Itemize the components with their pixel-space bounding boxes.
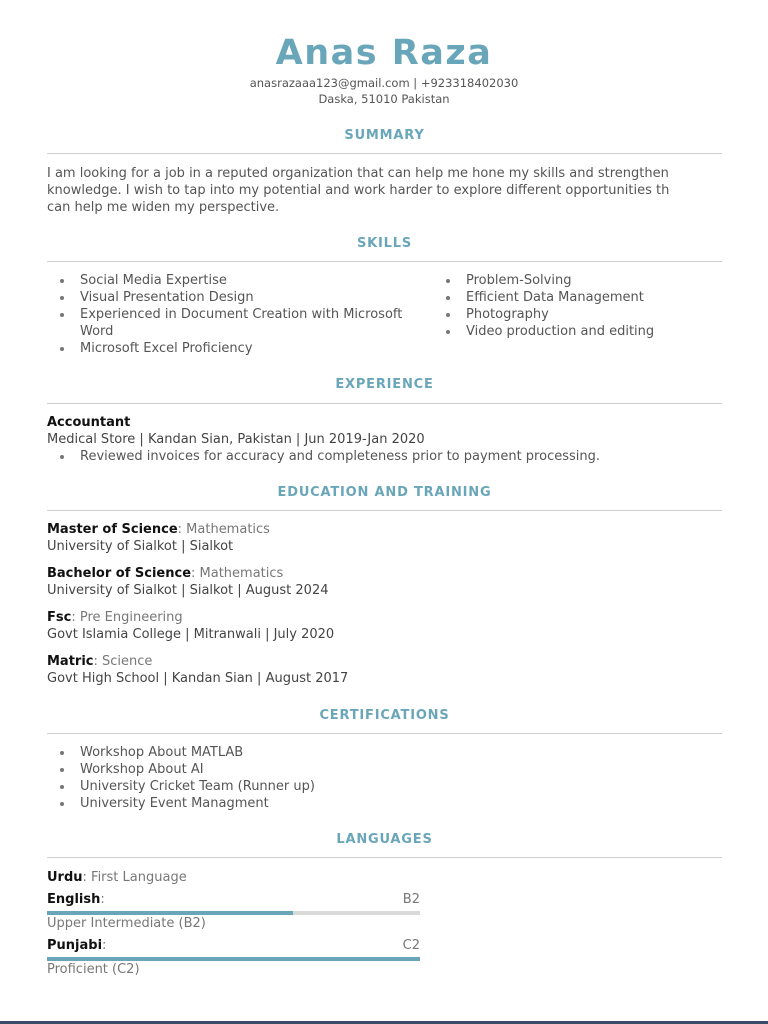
language-description: Proficient (C2) xyxy=(47,962,140,977)
skill-item: Microsoft Excel Proficiency xyxy=(47,340,407,357)
summary-text xyxy=(47,165,768,216)
certification-item: University Cricket Team (Runner up) xyxy=(47,778,547,795)
degree-name: Matric xyxy=(47,654,94,669)
education-heading xyxy=(47,653,152,670)
language-colon: : xyxy=(102,938,107,953)
skill-item: Photography xyxy=(433,306,733,323)
languages-divider xyxy=(47,857,722,858)
job-bullets xyxy=(47,448,747,465)
skills-list-right xyxy=(433,272,733,340)
skills-title: SKILLS xyxy=(356,236,412,251)
language-name: Urdu xyxy=(47,870,83,885)
skill-item: Social Media Expertise xyxy=(47,272,407,289)
summary-line: I am looking for a job in a reputed organization that can help me hone my skills and strengthen xyxy=(47,166,669,181)
languages-title: LANGUAGES xyxy=(336,832,433,847)
language-label: : First Language xyxy=(82,870,187,885)
certifications-divider xyxy=(47,733,722,734)
skill-item: Visual Presentation Design xyxy=(47,289,407,306)
native-language xyxy=(47,869,187,886)
certification-item: Workshop About AI xyxy=(47,761,547,778)
skills-list-left xyxy=(47,272,407,357)
address-line: Daska, 51010 Pakistan xyxy=(318,92,450,106)
certifications-list xyxy=(47,744,547,812)
skill-item: Video production and editing xyxy=(433,323,733,340)
job-details: Medical Store | Kandan Sian, Pakistan | Jun 2019-Jan 2020 xyxy=(47,432,425,447)
education-details: University of Sialkot | Sialkot xyxy=(47,539,234,554)
language-row-punjabi xyxy=(47,937,420,954)
degree-field: : Mathematics xyxy=(177,522,270,537)
skills-divider xyxy=(47,261,722,262)
skill-item: Efficient Data Management xyxy=(433,289,733,306)
education-divider xyxy=(47,510,722,511)
education-heading xyxy=(47,521,270,538)
language-level: C2 xyxy=(402,938,420,953)
education-heading xyxy=(47,609,183,626)
degree-name: Bachelor of Science xyxy=(47,566,192,581)
language-level: B2 xyxy=(402,892,420,907)
summary-line: can help me widen my perspective. xyxy=(47,200,280,215)
summary-title: SUMMARY xyxy=(344,128,425,143)
education-details: University of Sialkot | Sialkot | August 2024 xyxy=(47,583,329,598)
experience-divider xyxy=(47,403,722,404)
candidate-name: Anas Raza xyxy=(275,33,493,73)
contact-line: anasrazaaa123@gmail.com | +923318402030 xyxy=(249,76,519,90)
language-row-english xyxy=(47,891,420,908)
language-colon: : xyxy=(100,892,105,907)
skill-item: Problem-Solving xyxy=(433,272,733,289)
degree-name: Master of Science xyxy=(47,522,178,537)
education-details: Govt High School | Kandan Sian | August 2017 xyxy=(47,671,349,686)
degree-field: : Science xyxy=(93,654,153,669)
summary-line: knowledge. I wish to tap into my potential and work harder to explore different opportunities th xyxy=(47,183,670,198)
education-title: EDUCATION AND TRAINING xyxy=(277,485,492,500)
education-details: Govt Islamia College | Mitranwali | July 2020 xyxy=(47,627,335,642)
job-bullet: Reviewed invoices for accuracy and completeness prior to payment processing. xyxy=(47,448,747,465)
language-description: Upper Intermediate (B2) xyxy=(47,916,206,931)
certification-item: Workshop About MATLAB xyxy=(47,744,547,761)
certification-item: University Event Managment xyxy=(47,795,547,812)
experience-title: EXPERIENCE xyxy=(335,377,434,392)
language-name: English xyxy=(47,892,101,907)
degree-name: Fsc xyxy=(47,610,72,625)
language-name: Punjabi xyxy=(47,938,103,953)
degree-field: : Pre Engineering xyxy=(71,610,183,625)
skill-item: Experienced in Document Creation with Microsoft Word xyxy=(47,306,407,340)
certifications-title: CERTIFICATIONS xyxy=(319,708,450,723)
degree-field: : Mathematics xyxy=(191,566,284,581)
job-role: Accountant xyxy=(47,415,131,430)
summary-divider xyxy=(47,153,722,154)
education-heading xyxy=(47,565,283,582)
